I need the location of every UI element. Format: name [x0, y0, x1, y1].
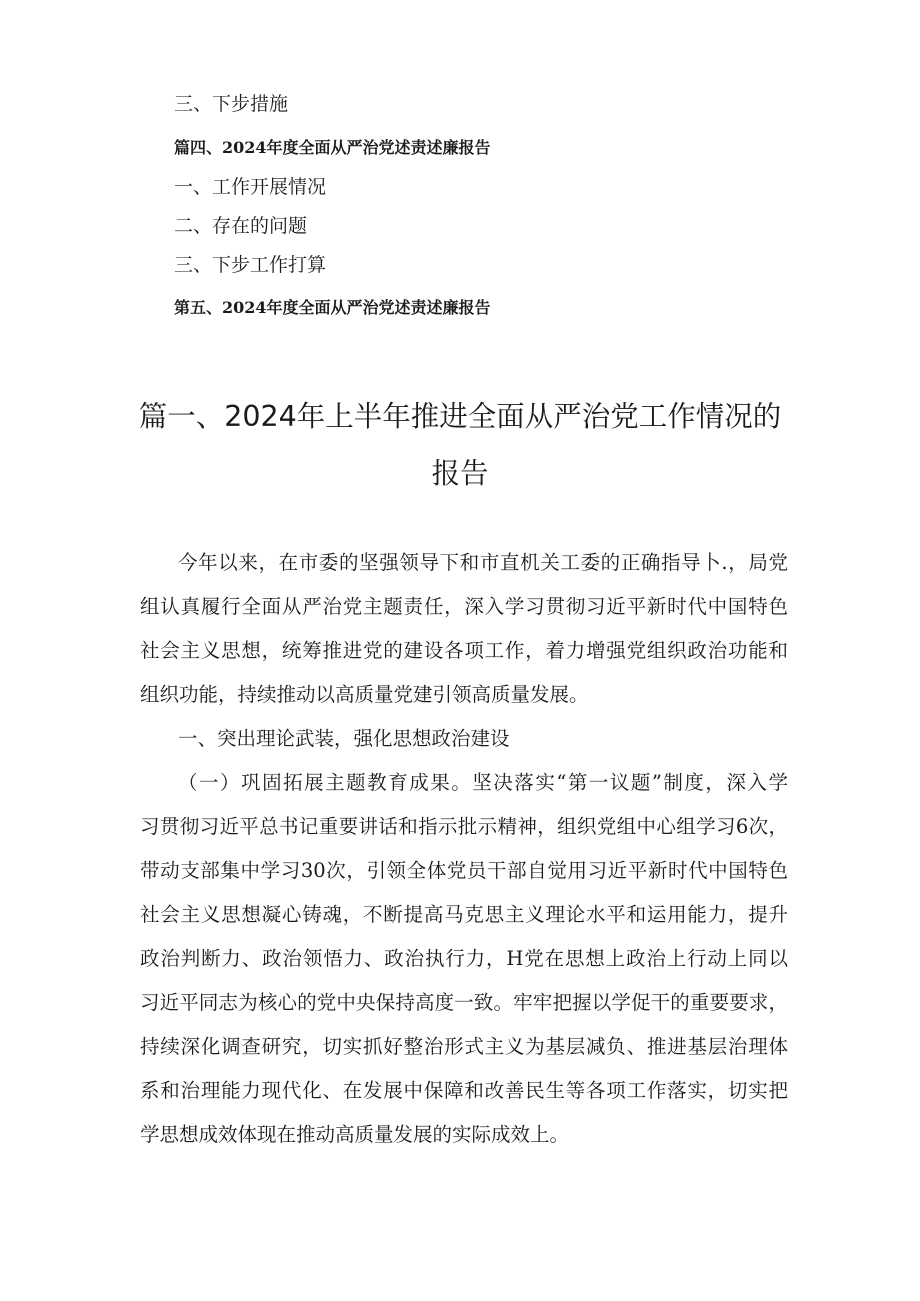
paragraph-line: 习贯彻习近平总书记重要讲话和指示批示精神，组织党组中心组学习6次， [140, 815, 788, 838]
paragraph-line: 社会主义思想凝心铸魂，不断提高马克思主义理论水平和运用能力，提升 [140, 903, 788, 926]
toc-item: 三、下步措施 [174, 93, 289, 115]
toc-item: 篇四、2024年度全面从严治党述责述廉报告 [174, 138, 491, 157]
paragraph-line: 社会主义思想，统筹推进党的建设各项工作，着力增强党组织政治功能和 [140, 639, 788, 662]
paragraph-line: 组认真履行全面从严治党主题责任，深入学习贯彻习近平新时代中国特色 [140, 595, 788, 618]
paragraph-line: 持续深化调查研究，切实抓好整治形式主义为基层减负、推进基层治理体 [140, 1035, 788, 1058]
paragraph-line: （一）巩固拓展主题教育成果。坚决落实“第一议题”制度，深入学 [178, 771, 788, 794]
paragraph-line: 组织功能，持续推动以高质量党建引领高质量发展。 [140, 683, 589, 706]
paragraph-line: 习近平同志为核心的党中央保持高度一致。牢牢把握以学促干的重要要求， [140, 991, 788, 1014]
title-line: 报告 [431, 457, 489, 490]
title-line: 篇一、2024年上半年推进全面从严治党工作情况的 [138, 400, 782, 433]
toc-item: 二、存在的问题 [174, 215, 308, 237]
paragraph-line: 学思想成效体现在推动高质量发展的实际成效上。 [140, 1123, 570, 1146]
paragraph-line: 今年以来，在市委的坚强领导下和市直机关工委的正确指导卜.，局党 [178, 551, 788, 574]
section-heading: 一、突出理论武装，强化思想政治建设 [178, 727, 510, 750]
paragraph-line: 政治判断力、政治领悟力、政治执行力，H党在思想上政治上行动上同以 [140, 947, 788, 970]
toc-item: 三、下步工作打算 [174, 254, 327, 276]
toc-item: 第五、2024年度全面从严治党述责述廉报告 [174, 298, 491, 317]
paragraph-line: 带动支部集中学习30次，引领全体党员干部自觉用习近平新时代中国特色 [140, 859, 788, 882]
paragraph-line: 系和治理能力现代化、在发展中保障和改善民生等各项工作落实，切实把 [140, 1079, 788, 1102]
toc-item: 一、工作开展情况 [174, 176, 327, 198]
